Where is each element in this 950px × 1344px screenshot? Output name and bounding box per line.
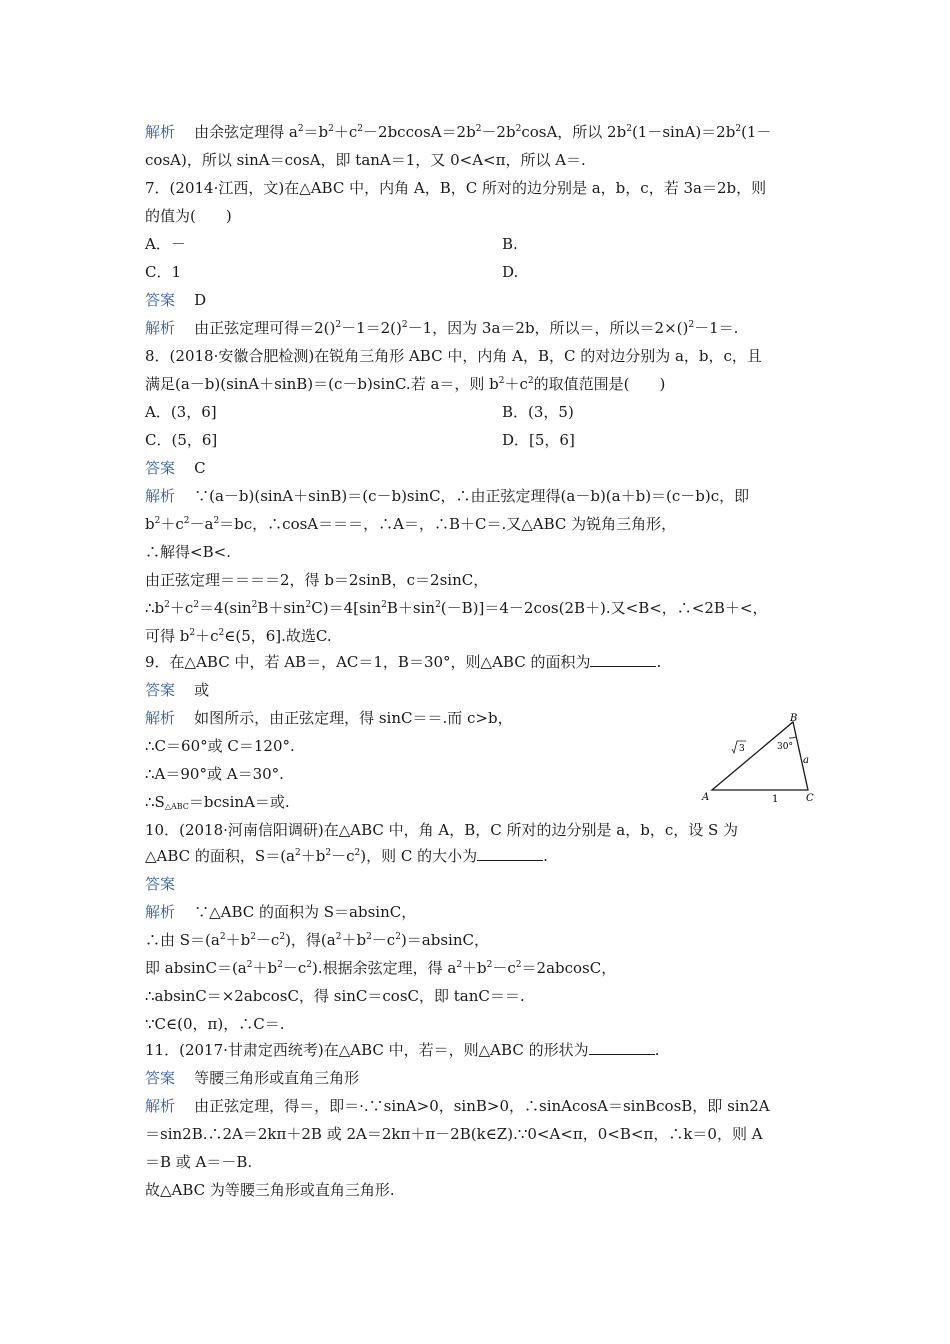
answer-label: 答案 — [145, 291, 176, 309]
side-a-label: a — [803, 755, 809, 766]
q8-stem-line-1: 8．(2018·安徽合肥检测)在锐角三角形 ABC 中，内角 A，B，C 的对边分别为 a，b，c，且 — [145, 347, 762, 365]
q11-answer: 等腰三角形或直角三角形 — [194, 1069, 360, 1087]
q7-analysis-line: 解析 由正弦定理可得＝2()$^2$－1＝2()$^2$－1，因为 3a＝2b，所以＝，所以＝2×()$^2$－1＝. — [145, 319, 739, 337]
q8-analysis-line-4: 由正弦定理＝＝＝＝2，得 b＝2sinB，c＝2sinC， — [145, 571, 489, 589]
q8-option-a: A．(3，6] — [145, 403, 217, 421]
q11-analysis-line-4: 故△ABC 为等腰三角形或直角三角形. — [145, 1181, 395, 1199]
q10-answer-line — [145, 874, 175, 894]
q7-option-d: D. — [502, 263, 519, 281]
analysis-label: 解析 — [145, 123, 176, 141]
analysis-label: 解析 — [145, 903, 176, 921]
analysis-label: 解析 — [145, 487, 176, 505]
q6-analysis-line-2: cosA)，所以 sinA＝cosA，即 tanA＝1，又 0<A<π，所以 A＝. — [145, 151, 586, 169]
q7-option-b: B. — [502, 235, 518, 253]
triangle-shape — [712, 722, 808, 790]
answer-label: 答案 — [145, 681, 176, 699]
q7-answer-line — [145, 290, 206, 310]
q8-analysis-line-3: ∴解得<B<. — [145, 543, 231, 561]
q10-stem-line-1: 10．(2018·河南信阳调研)在△ABC 中，角 A，B，C 所对的边分别是 a，b，c，设 S 为 — [145, 821, 739, 839]
q7-answer: D — [194, 291, 207, 309]
angle-arc — [789, 737, 796, 738]
answer-label: 答案 — [145, 1069, 176, 1087]
q8-answer: C — [194, 459, 206, 477]
q8-option-d: D．[5，6] — [502, 431, 575, 449]
q7-option-a: A．－ — [145, 235, 186, 253]
q10-stem-line-2: △ABC 的面积，$S=(a^2+b^2-c^2)$，则 C 的大小为 . — [145, 847, 548, 865]
answer-blank — [590, 652, 656, 667]
q8-stem-line-2: 满足(a－b)(sinA＋sinB)＝(c－b)sinC.若 a＝，则 $b^2+c^2$的取值范围是( ) — [145, 375, 666, 393]
q6-analysis-line-1: 解析 由余弦定理得 $a^2=b^2+c^2-2bccosA=2b^2-2b^2\cos A$，所以 $2b^2(1-\sin A)=2b^2(1-$ — [145, 123, 772, 141]
q9-analysis-line-3: ∴A＝90°或 A＝30°. — [145, 765, 284, 783]
q11-analysis-line-2: ＝sin2B.∴2A＝2kπ＋2B 或 2A＝2kπ＋π－2B(k∈Z).∵0<A<π，0<B<π，∴k＝0，则 A — [145, 1125, 763, 1143]
q10-analysis-line-5: ∵C∈(0，π)，∴C＝. — [145, 1015, 285, 1033]
q9-answer: 或 — [194, 681, 210, 699]
q9-analysis-line-4: $\therefore S_{\triangle ABC}=bcsinA=$或. — [145, 793, 290, 811]
q9-answer-line — [145, 680, 209, 700]
q8-option-c: C．(5，6] — [145, 431, 218, 449]
angle-label: 30° — [777, 742, 793, 752]
vertex-b-label: B — [790, 713, 798, 724]
analysis-label: 解析 — [145, 709, 176, 727]
q8-option-b: B．(3，5) — [502, 403, 574, 421]
side-ab-label: 3 — [739, 744, 745, 754]
q7-option-c: C．1 — [145, 263, 182, 281]
q8-answer-line — [145, 458, 206, 478]
q10-analysis-line-3: 即 $absinC=(a^2+b^2-c^2)$.根据余弦定理，得 $a^2+b^2-c^2=2abcosC$， — [145, 959, 617, 977]
q11-stem: 11．(2017·甘肃定西统考)在△ABC 中，若＝，则△ABC 的形状为 . — [145, 1041, 660, 1059]
answer-blank — [477, 846, 543, 861]
answer-label: 答案 — [145, 875, 176, 893]
q9-stem: 9．在△ABC 中，若 AB＝，AC＝1，B＝30°，则△ABC 的面积为 . — [145, 653, 662, 671]
answer-label: 答案 — [145, 459, 176, 477]
triangle-figure — [700, 712, 820, 812]
vertex-a-label: A — [702, 792, 710, 803]
analysis-label: 解析 — [145, 1097, 176, 1115]
q8-analysis-line-5: $\therefore b^2+c^2=4(\sin^2B+\sin^2C)=4[\sin^2B+\sin^2(-B)]=4-2\cos(2B+)$.又<B<，∴<2B＋<， — [145, 599, 768, 617]
q8-analysis-line-2: $b^2+c^2-a^2=bc$，∴cosA＝＝＝，∴A＝，∴B＋C＝.又△ABC 为锐角三角形， — [145, 515, 677, 533]
q10-analysis-line-1: 解析 ∵△ABC 的面积为 S＝absinC， — [145, 903, 417, 921]
q10-analysis-line-2: ∴由 $S=(a^2+b^2-c^2)$，得$(a^2+b^2-c^2)=absinC$， — [145, 931, 489, 949]
q11-analysis-line-3: ＝B 或 A＝－B. — [145, 1153, 253, 1171]
q11-answer-line — [145, 1068, 359, 1088]
q8-analysis-line-6: 可得 $b^2+c^2\in(5$，6].故选C. — [145, 627, 332, 645]
q9-analysis-line-2: ∴C＝60°或 C＝120°. — [145, 737, 295, 755]
q7-stem-line-2: 的值为( ) — [145, 207, 232, 225]
q9-analysis-line-1: 解析 如图所示，由正弦定理，得 sinC＝＝.而 c>b， — [145, 709, 513, 727]
q8-analysis-line-1: 解析 ∵(a－b)(sinA＋sinB)＝(c－b)sinC，∴由正弦定理得(a－b)(a＋b)＝(c－b)c，即 — [145, 487, 750, 505]
q11-analysis-line-1: 解析 由正弦定理，得＝，即＝·.∵sinA>0，sinB>0，∴sinAcosA＝sinBcosB，即 sin2A — [145, 1097, 770, 1115]
q7-stem-line-1: 7．(2014·江西，文)在△ABC 中，内角 A，B，C 所对的边分别是 a，b，c，若 3a＝2b，则 — [145, 179, 767, 197]
vertex-c-label: C — [806, 793, 814, 804]
answer-blank — [589, 1040, 655, 1055]
side-ac-label: 1 — [772, 794, 779, 805]
q10-analysis-line-4: ∴absinC＝×2abcosC，得 sinC＝cosC，即 tanC＝＝. — [145, 987, 525, 1005]
analysis-label: 解析 — [145, 319, 176, 337]
